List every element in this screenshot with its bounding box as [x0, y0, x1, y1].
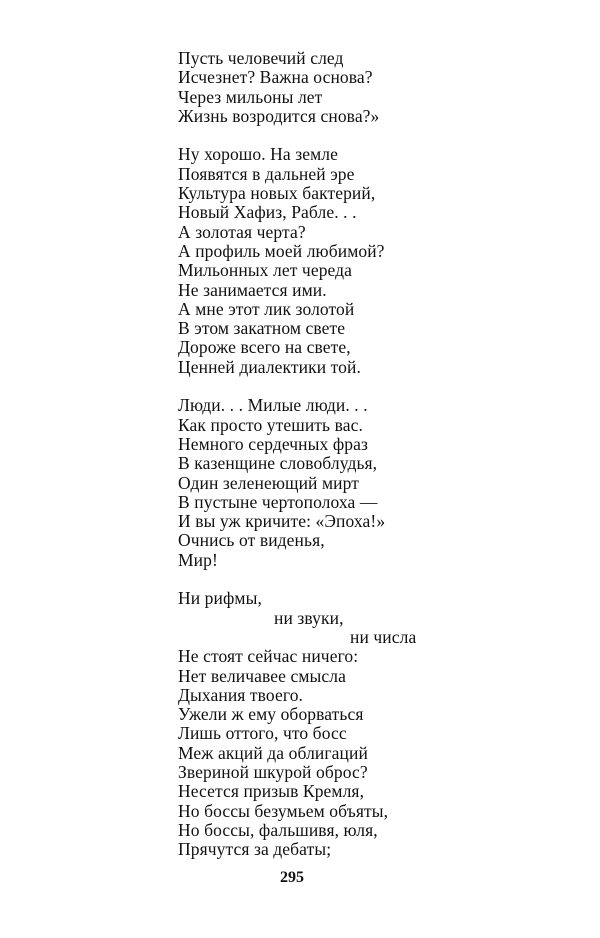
poem-line: Немного сердечных фраз [178, 433, 368, 454]
poem-line: Ни рифмы, [178, 588, 262, 609]
poem-line: Очнись от виденья, [178, 530, 325, 551]
poem-line: Но боссы, фальшивя, юля, [178, 819, 378, 840]
poem-line: Не стоят сейчас ничего: [178, 646, 359, 667]
poem-line: Как просто утешить вас. [178, 414, 363, 435]
poem-line: Дыхания твоего. [178, 684, 304, 705]
poem-line: Исчезнет? Важна основа? [178, 67, 373, 88]
poem-line: Звериной шкурой оброс? [178, 761, 368, 782]
poem-line: Ценней диалектики той. [178, 356, 361, 377]
poem-line: Лишь оттого, что босс [178, 723, 347, 744]
poem-line: А профиль моей любимой? [178, 240, 385, 261]
poem-line: А золотая черта? [178, 221, 306, 242]
poem-line: Культура новых бактерий, [178, 183, 376, 204]
poem-line: В пустыне чертополоха — [178, 491, 378, 512]
poem-line: Один зеленеющий мирт [178, 472, 359, 493]
poem-line: Мильонных лет череда [178, 260, 353, 281]
stanza-2 [178, 145, 578, 377]
stanza-1 [178, 49, 578, 126]
poem-line: В этом закатном свете [178, 318, 346, 339]
poem-line: Дороже всего на свете, [178, 337, 351, 358]
poem-line: Несется призыв Кремля, [178, 781, 365, 802]
poem-text [178, 49, 578, 879]
stanza-4 [178, 589, 578, 859]
page-number: 295 [280, 869, 304, 886]
poem-line: Пусть человечий след [178, 48, 344, 68]
poem-line: И вы уж кричите: «Эпоха!» [178, 511, 386, 532]
poem-line: Новый Хафиз, Рабле. . . [178, 202, 357, 223]
poem-line: Люди. . . Милые люди. . . [178, 395, 368, 416]
poem-line: Но боссы безумьем объяты, [178, 800, 389, 821]
poem-line: Жизнь возродится снова?» [178, 105, 380, 126]
poem-line-indented: ни звуки, [274, 607, 344, 628]
poem-line: А мне этот лик золотой [178, 298, 355, 319]
poem-line: Не занимается ими. [178, 279, 327, 300]
poem-line: Мир! [178, 549, 218, 570]
poem-line: Через мильоны лет [178, 86, 323, 107]
poem-line: Прячутся за дебаты; [178, 839, 332, 860]
poem-line: Ужели ж ему оборваться [178, 704, 364, 725]
poem-line: Меж акций да облигаций [178, 742, 368, 763]
poem-line: В казенщине словоблудья, [178, 453, 378, 474]
poem-line: Появятся в дальней эре [178, 163, 355, 184]
poem-line: Ну хорошо. На земле [178, 144, 339, 165]
poem-line-indented: ни числа [350, 626, 417, 647]
stanza-3 [178, 396, 578, 570]
poem-line: Нет величавее смысла [178, 665, 346, 686]
